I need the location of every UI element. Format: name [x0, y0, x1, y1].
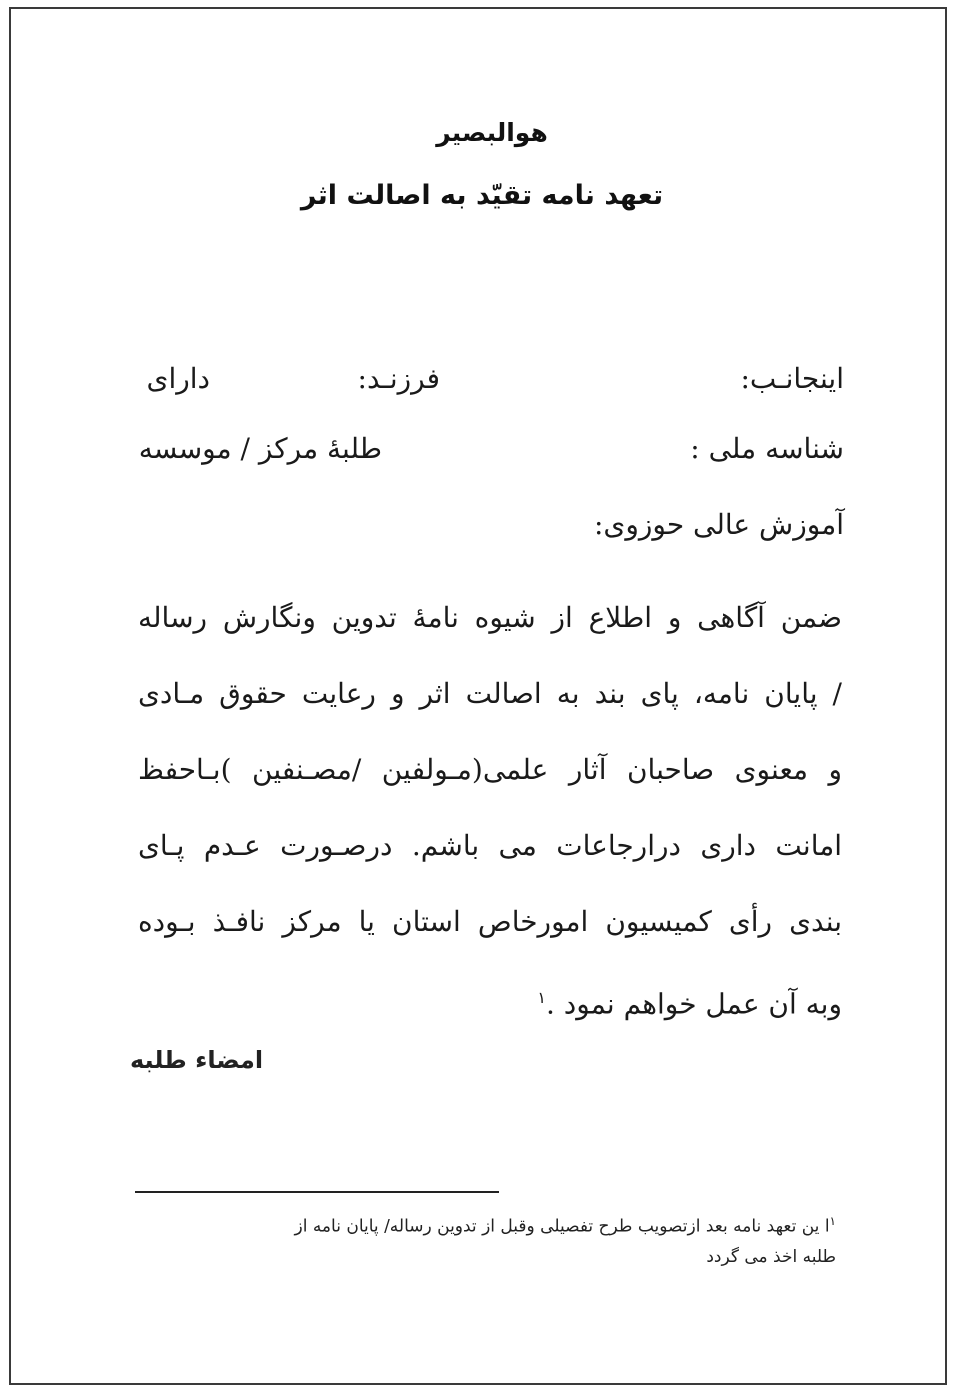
- national-id-row: [138, 432, 844, 476]
- body-line: ضمن آگاهی و اطلاع از شیوه نامهٔ تدوین ونگارش رساله: [138, 601, 842, 634]
- education-label: آموزش عالی حوزوی:: [593, 508, 844, 541]
- commitment-paragraph: [138, 580, 842, 1042]
- child-of-label: فرزنـد:: [357, 362, 440, 395]
- applicant-label: اینجانـب:: [740, 362, 844, 395]
- national-id-label: شناسه ملی :: [690, 432, 844, 465]
- footnote-number: ۱: [829, 1214, 836, 1228]
- body-line: بندی رأی کمیسیون امورخاص استان یا مرکز نافـذ بـوده: [138, 905, 842, 938]
- body-line: / پایان نامه، پای بند به اصالت اثر و رعایت حقوق مـادی: [138, 677, 842, 710]
- body-line: امانت داری درارجاعات می باشم. درصـورت عـدم پـای: [138, 829, 842, 862]
- student-signature-label: امضاء طلبه: [130, 1046, 264, 1074]
- applicant-row: [138, 362, 844, 406]
- footnote: [160, 1206, 836, 1272]
- body-line-text: وبه آن عمل خواهم نمود .: [545, 987, 842, 1021]
- footnote-reference: ۱: [537, 988, 546, 1007]
- body-line: و معنوی صاحبان آثار علمی(مـولفین /مصـنفین )بـاحفظ: [138, 753, 842, 786]
- holder-label: دارای: [146, 362, 210, 395]
- footnote-line: [160, 1206, 836, 1242]
- footnote-line: طلبه اخذ می گردد: [706, 1246, 836, 1267]
- body-line-last: [138, 960, 842, 1042]
- student-center-label: طلبهٔ مرکز / موسسه: [138, 432, 382, 465]
- invocation-heading: هوالبصیر: [436, 118, 548, 147]
- document-title: تعهد نامه تقیّد به اصالت اثر: [300, 180, 664, 211]
- education-row: [138, 508, 844, 552]
- footnote-divider: [135, 1191, 499, 1193]
- footnote-text: ا ین تعهد نامه بعد ازتصویب طرح تفصیلی وقبل از تدوین رساله/ پایان نامه از: [294, 1216, 830, 1237]
